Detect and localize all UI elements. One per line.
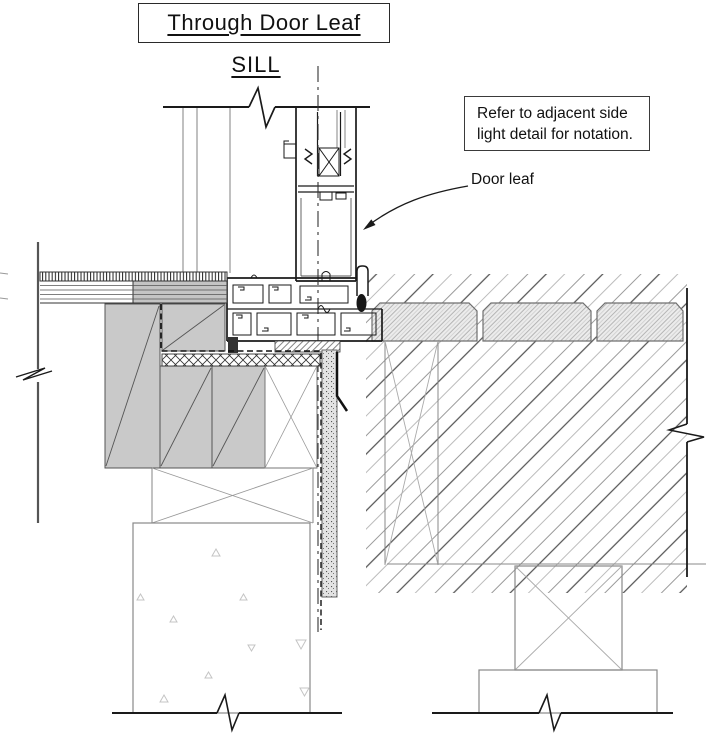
paver <box>597 303 683 341</box>
door-leaf-label: Door leaf <box>471 171 534 188</box>
wall-face-left <box>16 242 52 523</box>
door-leaf-section <box>284 108 356 281</box>
paver <box>372 303 477 341</box>
blocking-x-box <box>265 366 317 468</box>
glazing-gasket-left <box>305 149 312 164</box>
note-box <box>464 96 650 151</box>
detail-subtitle: SILL <box>231 52 281 77</box>
door-leaf-leader <box>363 186 468 230</box>
glazing-stop <box>284 141 296 158</box>
pavers <box>372 303 683 341</box>
floor-finish-layers <box>0 272 227 303</box>
paver <box>483 303 591 341</box>
break-symbol-left <box>16 368 52 380</box>
title-box <box>138 3 390 43</box>
brace-zone <box>152 468 313 523</box>
glazing-gasket-right <box>344 149 351 164</box>
detail-title: Through Door Leaf <box>167 10 361 35</box>
sealant-strip <box>162 354 320 366</box>
note-line-1: Refer to adjacent side <box>477 105 628 122</box>
note-line-2: light detail for notation. <box>477 126 633 143</box>
edge-trim-strip <box>322 350 347 597</box>
flashing-drip <box>337 352 347 411</box>
break-symbol-top <box>249 88 275 127</box>
sweep-gasket <box>357 294 367 312</box>
setting-block <box>319 148 339 176</box>
wood-blocking <box>105 304 317 468</box>
threshold-end-dam <box>357 266 369 312</box>
wall-above <box>163 88 370 273</box>
concrete-curb <box>133 523 310 713</box>
